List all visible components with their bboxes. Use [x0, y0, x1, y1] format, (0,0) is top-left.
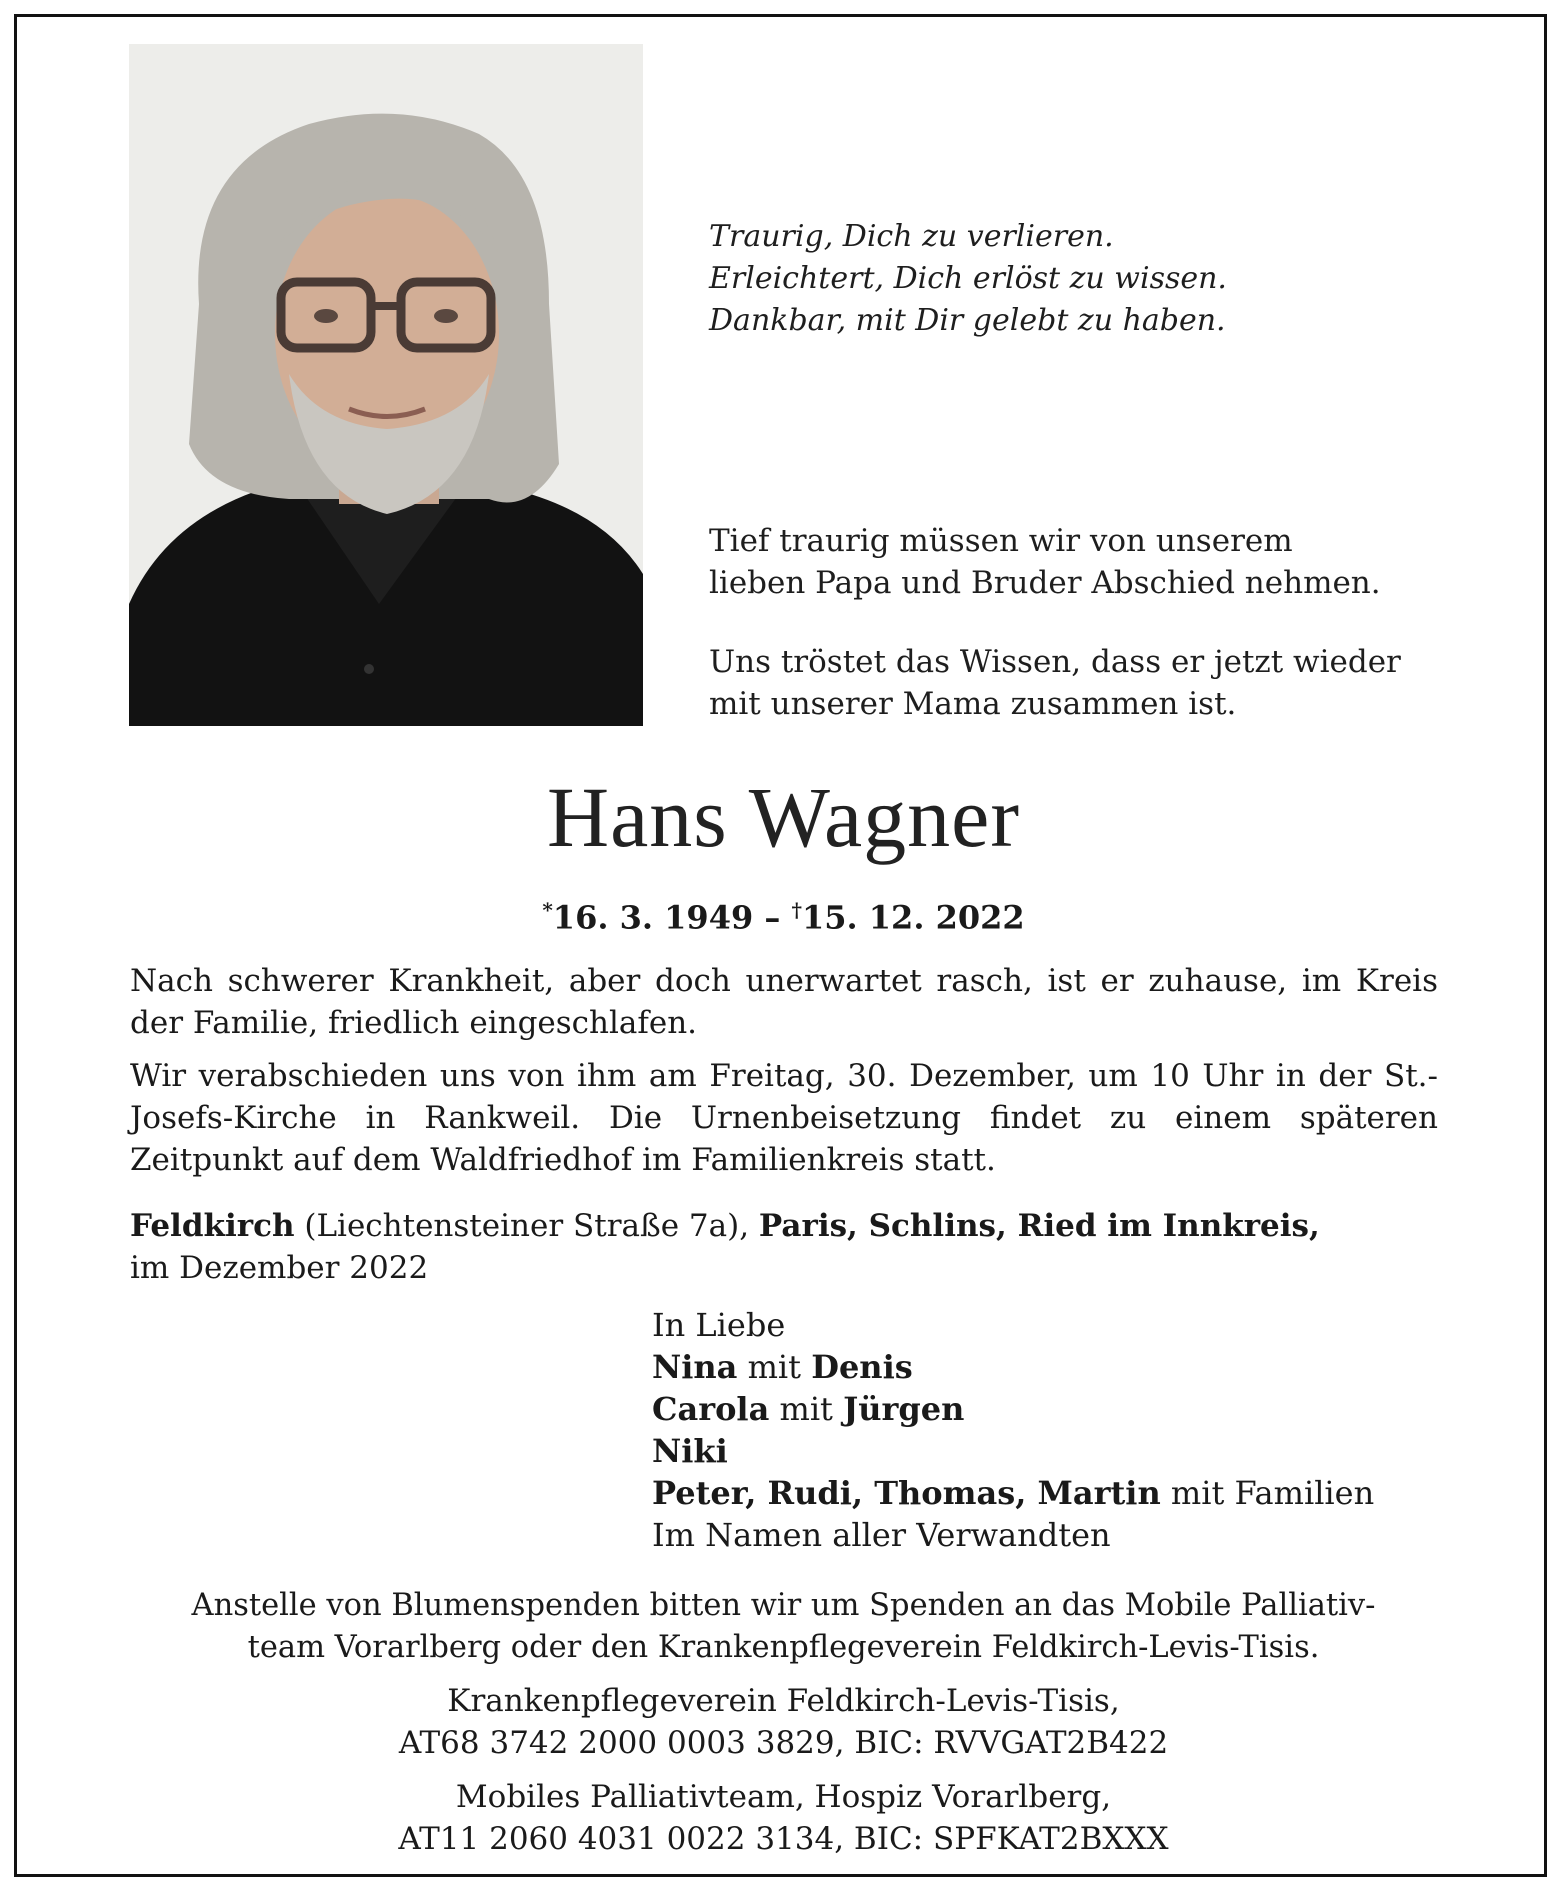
bank-details-1 [0, 1680, 1567, 1764]
family-member: Nina [652, 1348, 738, 1386]
family-with: mit [737, 1348, 812, 1386]
family-relatives: Im Namen aller Verwandten [652, 1516, 1111, 1554]
bank-name: Mobiles Palliativteam, Hospiz Vorarlberg, [455, 1779, 1112, 1815]
poem-line: Traurig, Dich zu verlieren. [709, 219, 1114, 254]
family-line [652, 1346, 1374, 1388]
donation-line: Anstelle von Blumenspenden bitten wir um Spenden an das Mobile Palliativ- [191, 1588, 1376, 1623]
place-line [130, 1205, 1438, 1289]
life-dates [0, 888, 1567, 940]
family-member: Carola [652, 1390, 770, 1428]
intro-line: mit unserer Mama zusammen ist. [709, 686, 1237, 722]
birth-symbol: * [542, 898, 553, 922]
body-paragraph-2: Wir verabschieden uns von ihm am Freitag, 30. Dezember, um 10 Uhr in der St.-Josefs-Kirche in Rankweil. Die Urnenbeisetzung findet zu einem späteren Zeitpunkt auf dem Waldfriedhof im Familienkreis statt. [130, 1058, 1438, 1178]
deceased-name: Hans Wagner [547, 769, 1020, 865]
family-signature [652, 1304, 1374, 1556]
place-city: Feldkirch [130, 1208, 295, 1244]
place-address: (Liechtensteiner Straße 7a), [294, 1208, 759, 1244]
bank-details-2 [0, 1776, 1567, 1860]
family-partner: Jürgen [843, 1390, 965, 1428]
intro-paragraph-2 [709, 641, 1401, 725]
family-partner: Denis [811, 1348, 913, 1386]
family-member: Peter, Rudi, Thomas, Martin [652, 1474, 1161, 1512]
family-member: Niki [652, 1432, 728, 1470]
intro-paragraph-1 [709, 520, 1381, 604]
poem-line: Dankbar, mit Dir gelebt zu haben. [709, 303, 1226, 338]
poem-line: Erleichtert, Dich erlöst zu wissen. [709, 261, 1227, 296]
family-suffix: mit Familien [1160, 1474, 1375, 1512]
intro-line: Tief traurig müssen wir von unserem [709, 523, 1293, 559]
death-symbol: † [791, 898, 802, 922]
family-with: mit [769, 1390, 844, 1428]
date-dash: – [753, 898, 792, 937]
bank-name: Krankenpflegeverein Feldkirch-Levis-Tisis, [447, 1683, 1120, 1719]
poem [709, 216, 1227, 342]
family-line [652, 1388, 1374, 1430]
bank-account: AT68 3742 2000 0003 3829, BIC: RVVGAT2B422 [398, 1725, 1169, 1761]
intro-line: lieben Papa und Bruder Abschied nehmen. [709, 565, 1381, 601]
donation-note [0, 1585, 1567, 1669]
bank-account: AT11 2060 4031 0022 3134, BIC: SPFKAT2BXXX [398, 1821, 1169, 1857]
birth-date: 16. 3. 1949 [552, 898, 754, 937]
family-intro: In Liebe [652, 1306, 786, 1344]
body-paragraph-1: Nach schwerer Krankheit, aber doch unerwartet rasch, ist er zuhause, im Kreis der Familie, friedlich eingeschlafen. [130, 963, 1438, 1041]
place-others: Paris, Schlins, Ried im Innkreis, [758, 1208, 1320, 1244]
donation-line: team Vorarlberg oder den Krankenpflegeverein Feldkirch-Levis-Tisis. [247, 1630, 1320, 1665]
death-date: 15. 12. 2022 [801, 898, 1025, 937]
portrait-photo [129, 44, 643, 726]
family-line [652, 1472, 1374, 1514]
place-date: im Dezember 2022 [130, 1250, 429, 1286]
family-line [652, 1430, 1374, 1472]
intro-line: Uns tröstet das Wissen, dass er jetzt wieder [709, 644, 1401, 680]
